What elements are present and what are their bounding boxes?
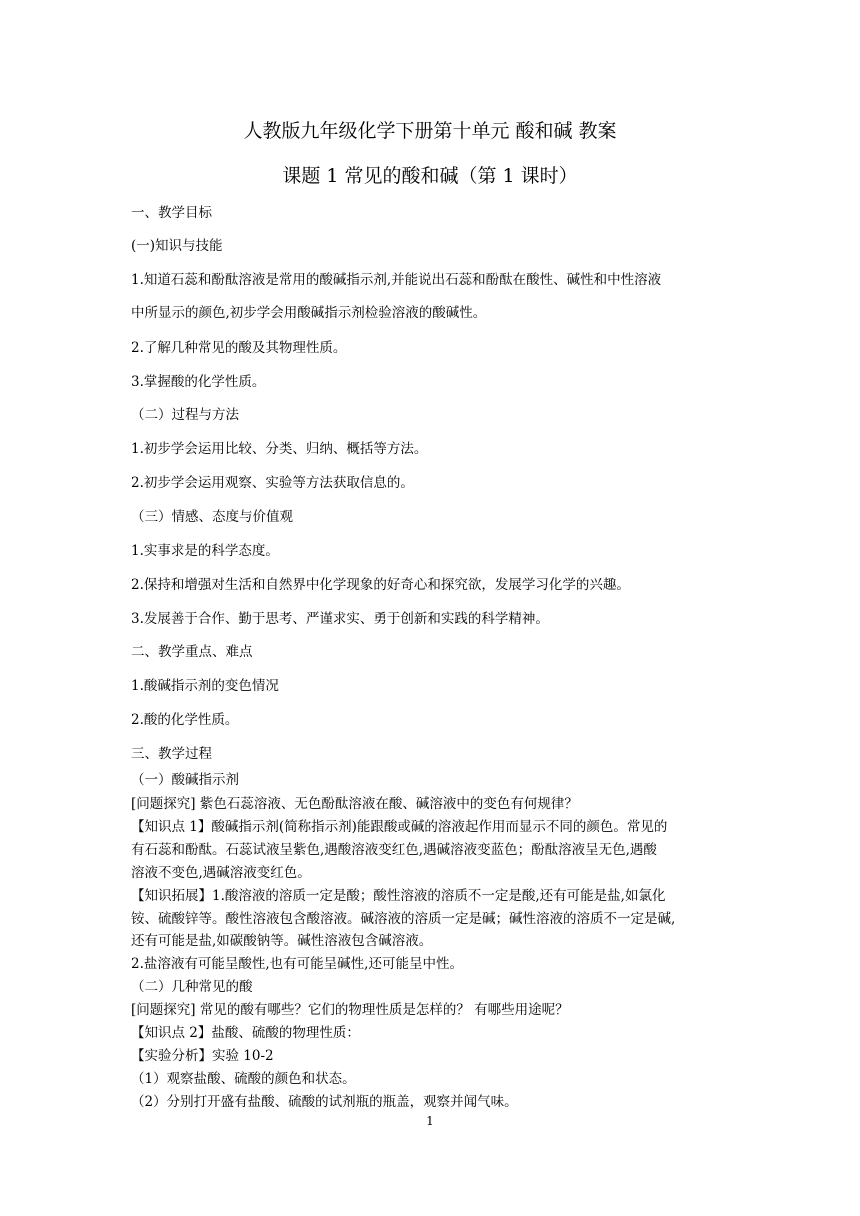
text-line: [问题探究] 紫色石蕊溶液、无色酚酞溶液在酸、碱溶液中的变色有何规律？ xyxy=(131,796,578,812)
section-heading: 三、教学过程 xyxy=(131,746,212,762)
text-line: 中所显示的颜色,初步学会用酸碱指示剂检验溶液的酸碱性。 xyxy=(131,305,487,321)
text-line: 3.发展善于合作、勤于思考、严谨求实、勇于创新和实践的科学精神。 xyxy=(131,611,549,627)
text-line: 3.掌握酸的化学性质。 xyxy=(131,374,266,390)
text-line: 2.保持和增强对生活和自然界中化学现象的好奇心和探究欲，发展学习化学的兴趣。 xyxy=(131,577,630,593)
text-line: 2.初步学会运用观察、实验等方法获取信息的。 xyxy=(131,475,414,491)
text-line: [问题探究] 常见的酸有哪些？它们的物理性质是怎样的？ 有哪些用途呢？ xyxy=(131,1002,569,1018)
text-line: 1.实事求是的科学态度。 xyxy=(131,543,279,559)
text-line: 2.了解几种常见的酸及其物理性质。 xyxy=(131,340,347,356)
text-line: （1）观察盐酸、硫酸的颜色和状态。 xyxy=(131,1071,356,1087)
text-line: 还有可能是盐,如碳酸钠等。碱性溶液包含碱溶液。 xyxy=(131,933,433,949)
page-number: 1 xyxy=(426,1114,434,1128)
subsection-heading: （三）情感、态度与价值观 xyxy=(131,509,293,525)
subsection-heading: (一)知识与技能 xyxy=(131,238,223,254)
section-heading: 二、教学重点、难点 xyxy=(131,644,253,660)
subsection-heading: （二）过程与方法 xyxy=(131,407,239,423)
text-line: 【知识点 1】酸碱指示剂(简称指示剂)能跟酸或碱的溶液起作用而显示不同的颜色。常见的 xyxy=(131,819,668,835)
document-title: 人教版九年级化学下册第十单元 酸和碱 教案 xyxy=(243,120,617,142)
text-line: 铵、硫酸锌等。酸性溶液包含酸溶液。碱溶液的溶质一定是碱；碱性溶液的溶质不一定是碱, xyxy=(131,911,676,927)
text-line: 1.知道石蕊和酚酞溶液是常用的酸碱指示剂,并能说出石蕊和酚酞在酸性、碱性和中性溶液 xyxy=(131,272,662,288)
text-line: 2.酸的化学性质。 xyxy=(131,712,239,728)
text-line: 1.酸碱指示剂的变色情况 xyxy=(131,678,279,694)
text-line: 【知识拓展】1.酸溶液的溶质一定是酸；酸性溶液的溶质不一定是酸,还有可能是盐,如氯化 xyxy=(131,888,666,904)
text-line: 1.初步学会运用比较、分类、归纳、概括等方法。 xyxy=(131,441,428,457)
text-line: 有石蕊和酚酞。石蕊试液呈紫色,遇酸溶液变红色,遇碱溶液变蓝色；酚酞溶液呈无色,遇酸 xyxy=(131,842,657,858)
text-line: 【知识点 2】盐酸、硫酸的物理性质： xyxy=(131,1025,360,1041)
section-heading: 一、教学目标 xyxy=(131,205,212,221)
subsection-heading: （二）几种常见的酸 xyxy=(131,979,253,995)
lesson-subtitle: 课题 1 常见的酸和碱（第 1 课时） xyxy=(282,165,578,187)
text-line: 2.盐溶液有可能呈酸性,也有可能呈碱性,还可能呈中性。 xyxy=(131,956,463,972)
text-line: 【实验分析】实验 10-2 xyxy=(131,1048,274,1064)
subsection-heading: （一）酸碱指示剂 xyxy=(131,772,239,788)
text-line: 溶液不变色,遇碱溶液变红色。 xyxy=(131,865,311,881)
text-line: （2）分别打开盛有盐酸、硫酸的试剂瓶的瓶盖，观察并闻气味。 xyxy=(131,1094,518,1110)
